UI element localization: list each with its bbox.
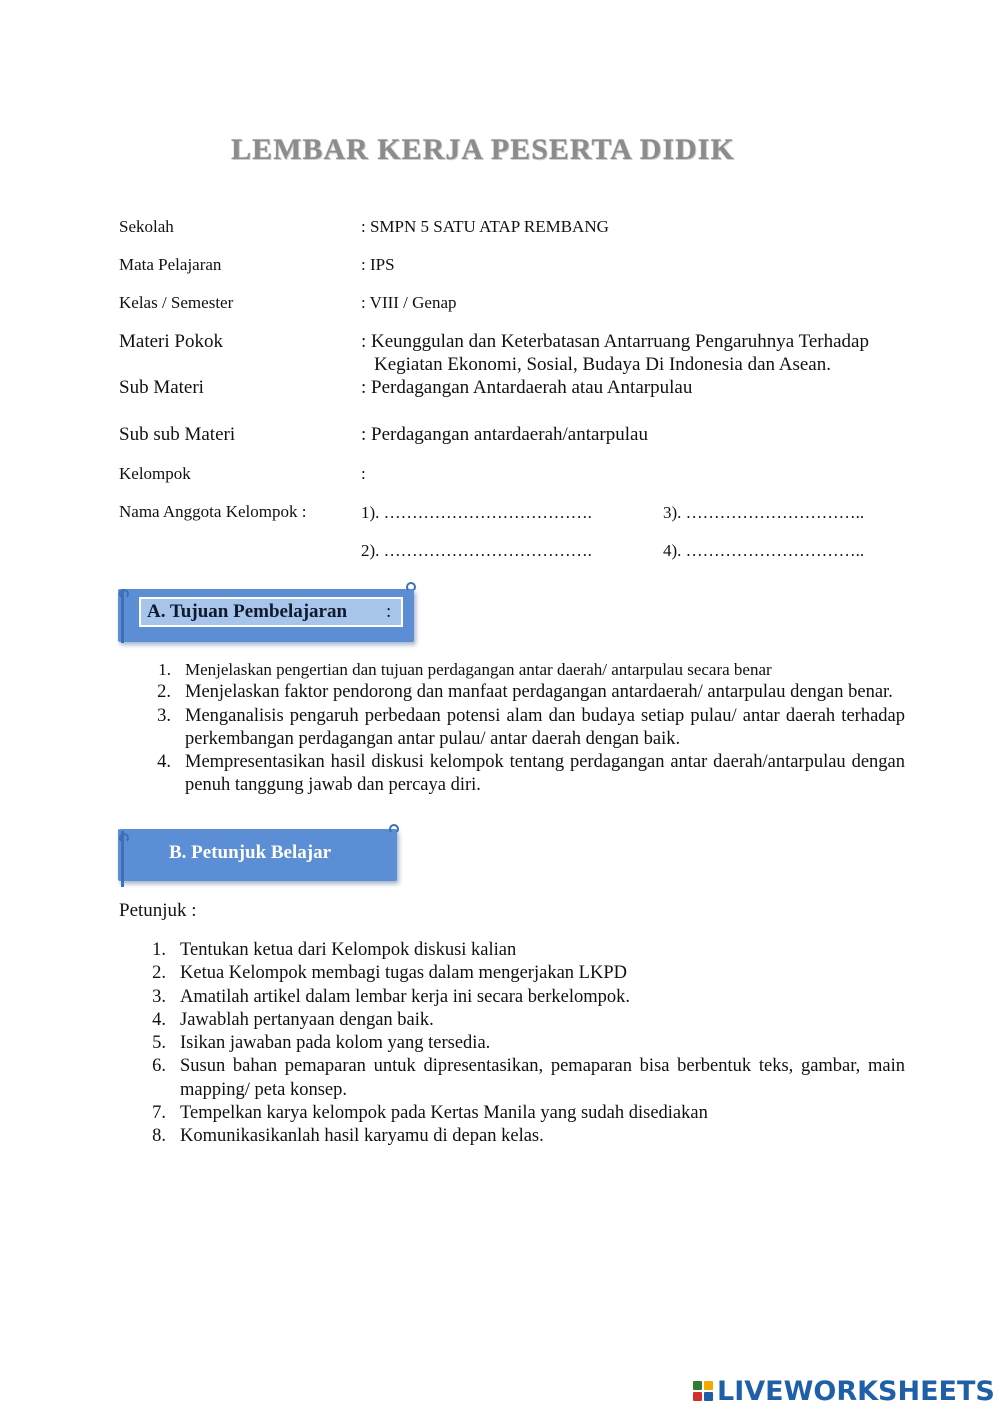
scroll-curl-icon	[119, 833, 129, 843]
petunjuk-intro: Petunjuk :	[119, 900, 197, 921]
section-a-colon: :	[386, 601, 392, 622]
logo-square	[693, 1381, 702, 1390]
materi-value-1: : Keunggulan dan Keterbatasan Antarruang Pengaruhnya Terhadap	[361, 331, 869, 352]
page-title: LEMBAR KERJA PESERTA DIDIK	[231, 133, 735, 166]
section-a-heading-box	[139, 597, 403, 627]
list-item: 5. Isikan jawaban pada kolom yang tersedia.	[152, 1033, 491, 1054]
subsub-materi-value: : Perdagangan antardaerah/antarpulau	[361, 424, 648, 445]
section-a-banner	[118, 589, 414, 642]
subsub-materi-label: Sub sub Materi	[119, 424, 236, 445]
kelas-value: : VIII / Genap	[361, 293, 457, 312]
logo-square	[704, 1381, 713, 1390]
mapel-value: : IPS	[361, 255, 395, 274]
anggota-4: 4). …………………………..	[663, 541, 865, 560]
liveworksheets-logo-icon	[693, 1381, 713, 1401]
scroll-curl-icon	[119, 589, 129, 599]
sub-materi-label: Sub Materi	[119, 377, 204, 398]
sub-materi-value: : Perdagangan Antardaerah atau Antarpulau	[361, 377, 693, 398]
materi-value-2: Kegiatan Ekonomi, Sosial, Budaya Di Indonesia dan Asean.	[374, 354, 831, 375]
petunjuk-list	[152, 939, 905, 1149]
sekolah-value: : SMPN 5 SATU ATAP REMBANG	[361, 217, 609, 236]
tujuan-list	[157, 658, 905, 798]
materi-label: Materi Pokok	[119, 331, 223, 352]
list-item: 6. Susun bahan pemaparan untuk dipresentasikan, pemaparan bisa berbentuk teks, gambar, main mapping/ peta konsep.	[152, 1056, 905, 1100]
list-item: 1. Menjelaskan pengertian dan tujuan perdagangan antar daerah/ antarpulau secara benar	[158, 660, 772, 679]
sekolah-label: Sekolah	[119, 217, 174, 236]
kelompok-label: Kelompok	[119, 464, 191, 483]
kelompok-value: :	[361, 464, 366, 483]
logo-square	[693, 1392, 702, 1401]
logo-square	[704, 1392, 713, 1401]
scroll-curl-icon	[389, 824, 399, 834]
list-item: 8. Komunikasikanlah hasil karyamu di depan kelas.	[152, 1126, 544, 1147]
list-item: 4. Mempresentasikan hasil diskusi kelompok tentang perdagangan antar daerah/antarpulau dengan penuh tanggung jawab dan percaya diri.	[157, 752, 905, 796]
liveworksheets-logo-text: LIVEWORKSHEETS	[717, 1375, 995, 1407]
liveworksheets-logo	[693, 1376, 995, 1406]
list-item: 7. Tempelkan karya kelompok pada Kertas Manila yang sudah disediakan	[152, 1103, 708, 1124]
kelas-label: Kelas / Semester	[119, 293, 234, 312]
anggota-2: 2). ……………………………….	[361, 541, 592, 560]
section-b-banner	[118, 829, 397, 881]
anggota-1: 1). ……………………………….	[361, 503, 592, 522]
list-item: 2. Ketua Kelompok membagi tugas dalam mengerjakan LKPD	[152, 963, 627, 984]
list-item: 4. Jawablah pertanyaan dengan baik.	[152, 1009, 434, 1030]
list-item: 1. Tentukan ketua dari Kelompok diskusi kalian	[152, 940, 517, 960]
mapel-label: Mata Pelajaran	[119, 255, 222, 274]
section-b-heading: B. Petunjuk Belajar	[169, 842, 332, 863]
list-item: 3. Amatilah artikel dalam lembar kerja ini secara berkelompok.	[152, 986, 630, 1007]
list-item: 2. Menjelaskan faktor pendorong dan manfaat perdagangan antardaerah/ antarpulau dengan benar.	[157, 682, 893, 703]
scroll-curl-icon	[406, 582, 416, 592]
section-a-heading: A. Tujuan Pembelajaran	[147, 601, 348, 622]
anggota-label: Nama Anggota Kelompok :	[119, 502, 307, 521]
list-item: 3. Menganalisis pengaruh perbedaan potensi alam dan budaya setiap pulau/ antar daerah terhadap perkembangan perdagangan antar pulau/ antar daerah dengan baik.	[157, 705, 905, 749]
anggota-3: 3). …………………………..	[663, 503, 865, 522]
